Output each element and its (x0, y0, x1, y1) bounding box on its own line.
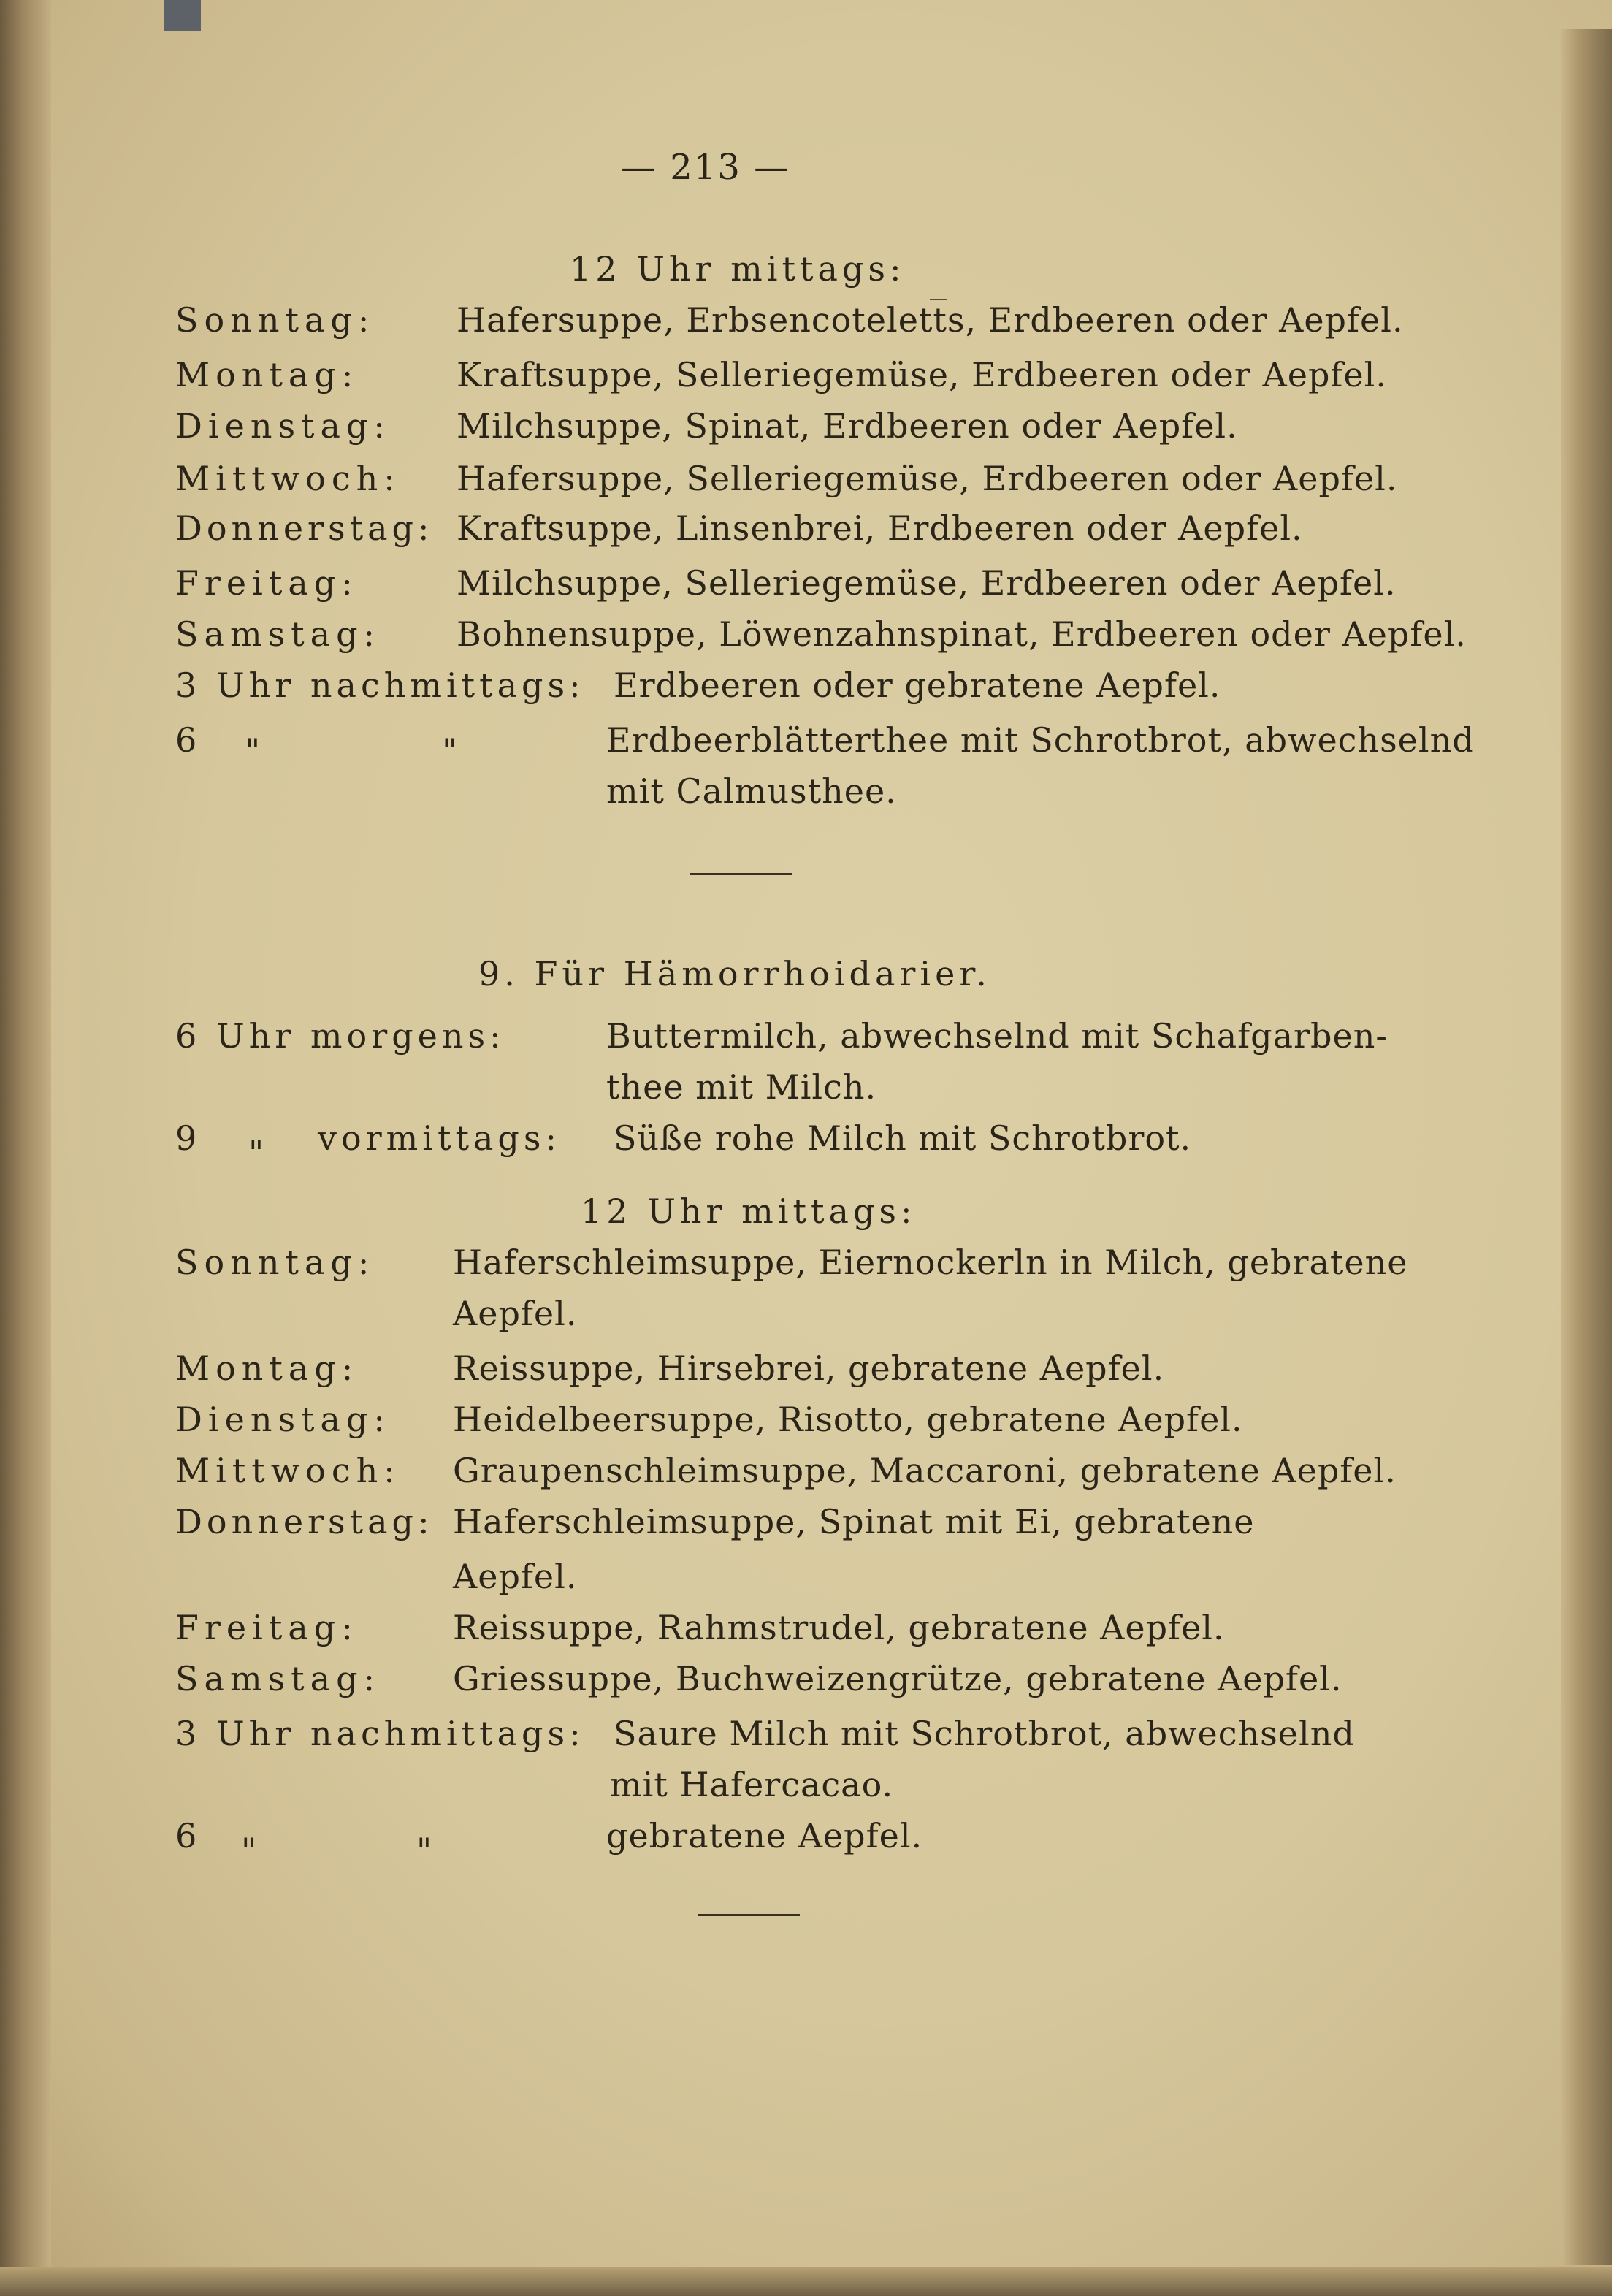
binding-clip (164, 0, 201, 31)
day-label: Donnerstag: (175, 508, 434, 548)
afternoon-menu: Erdbeeren oder gebratene Aepfel. (614, 665, 1221, 705)
section-heading: 9. Für Hämorrhoidarier. (478, 954, 991, 993)
afternoon-label: 3 Uhr nachmittags: (175, 1714, 585, 1753)
ditto-mark: " (248, 1133, 265, 1172)
day-label: Sonntag: (175, 300, 375, 340)
day-label: Mittwoch: (175, 1451, 401, 1490)
day-menu: Milchsuppe, Spinat, Erdbeeren oder Aepfel. (457, 406, 1238, 446)
day-menu: Griessuppe, Buchweizengrütze, gebratene Aepfel. (453, 1659, 1342, 1698)
day-label: Dienstag: (175, 406, 391, 446)
morning-menu: Buttermilch, abwechselnd mit Schafgarben- (606, 1016, 1388, 1056)
day-label: Freitag: (175, 563, 359, 603)
day-menu: Haferschleimsuppe, Spinat mit Ei, gebratene (453, 1502, 1255, 1541)
evening-label-number: 6 (175, 720, 198, 760)
day-label: Mittwoch: (175, 459, 401, 498)
day-menu: Haferschleimsuppe, Eiernockerln in Milch, gebratene (453, 1243, 1408, 1282)
day-menu: Kraftsuppe, Linsenbrei, Erdbeeren oder Aepfel. (457, 508, 1303, 548)
forenoon-menu: Süße rohe Milch mit Schrotbrot. (614, 1118, 1192, 1158)
evening-menu-continued: mit Calmusthee. (606, 771, 897, 811)
day-label: Dienstag: (175, 1400, 391, 1439)
book-binding (0, 0, 51, 2296)
evening-menu: Erdbeerblätterthee mit Schrotbrot, abwechselnd (606, 720, 1475, 760)
day-label: Montag: (175, 355, 359, 394)
day-label: Samstag: (175, 614, 381, 654)
day-menu: Kraftsuppe, Selleriegemüse, Erdbeeren oder Aepfel. (457, 355, 1387, 394)
day-menu: Milchsuppe, Selleriegemüse, Erdbeeren oder Aepfel. (457, 563, 1397, 603)
morning-label: 6 Uhr morgens: (175, 1016, 505, 1056)
morning-menu-continued: thee mit Milch. (606, 1067, 877, 1107)
page-right-edge (1561, 29, 1612, 2265)
ditto-mark: " (416, 1831, 433, 1870)
afternoon-menu-continued: mit Hafercacao. (610, 1765, 894, 1804)
day-menu: Graupenschleimsuppe, Maccaroni, gebratene Aepfel. (453, 1451, 1397, 1490)
day-label: Donnerstag: (175, 1502, 434, 1541)
afternoon-menu: Saure Milch mit Schrotbrot, abwechselnd (614, 1714, 1355, 1753)
ditto-mark: " (442, 731, 459, 771)
day-menu-continued: Aepfel. (453, 1294, 578, 1333)
noon-heading-2: 12 Uhr mittags: (581, 1191, 917, 1231)
day-label: Sonntag: (175, 1243, 375, 1282)
day-menu: Heidelbeersuppe, Risotto, gebratene Aepfel. (453, 1400, 1243, 1439)
section-divider (690, 873, 792, 875)
day-label: Montag: (175, 1349, 359, 1388)
forenoon-number: 9 (175, 1118, 198, 1158)
day-menu-continued: Aepfel. (453, 1557, 578, 1596)
day-menu: Reissuppe, Hirsebrei, gebratene Aepfel. (453, 1349, 1165, 1388)
day-label: Samstag: (175, 1659, 381, 1698)
evening-menu: gebratene Aepfel. (606, 1816, 923, 1856)
page-number: — 213 — (621, 147, 791, 188)
section-divider (698, 1914, 800, 1916)
page-bottom-edge (0, 2267, 1612, 2296)
ditto-mark: " (245, 731, 261, 771)
day-menu: Hafersuppe, Selleriegemüse, Erdbeeren oder Aepfel. (457, 459, 1398, 498)
day-menu: Hafersuppe, Erbsencotelett̅s, Erdbeeren oder Aepfel. (457, 300, 1404, 340)
day-menu: Reissuppe, Rahmstrudel, gebratene Aepfel. (453, 1608, 1225, 1647)
day-menu: Bohnensuppe, Löwenzahnspinat, Erdbeeren oder Aepfel. (457, 614, 1467, 654)
ditto-mark: " (241, 1831, 258, 1870)
evening-number: 6 (175, 1816, 198, 1856)
afternoon-label: 3 Uhr nachmittags: (175, 665, 585, 705)
day-label: Freitag: (175, 1608, 359, 1647)
noon-heading-1: 12 Uhr mittags: (570, 249, 906, 289)
forenoon-label: vormittags: (318, 1118, 561, 1158)
